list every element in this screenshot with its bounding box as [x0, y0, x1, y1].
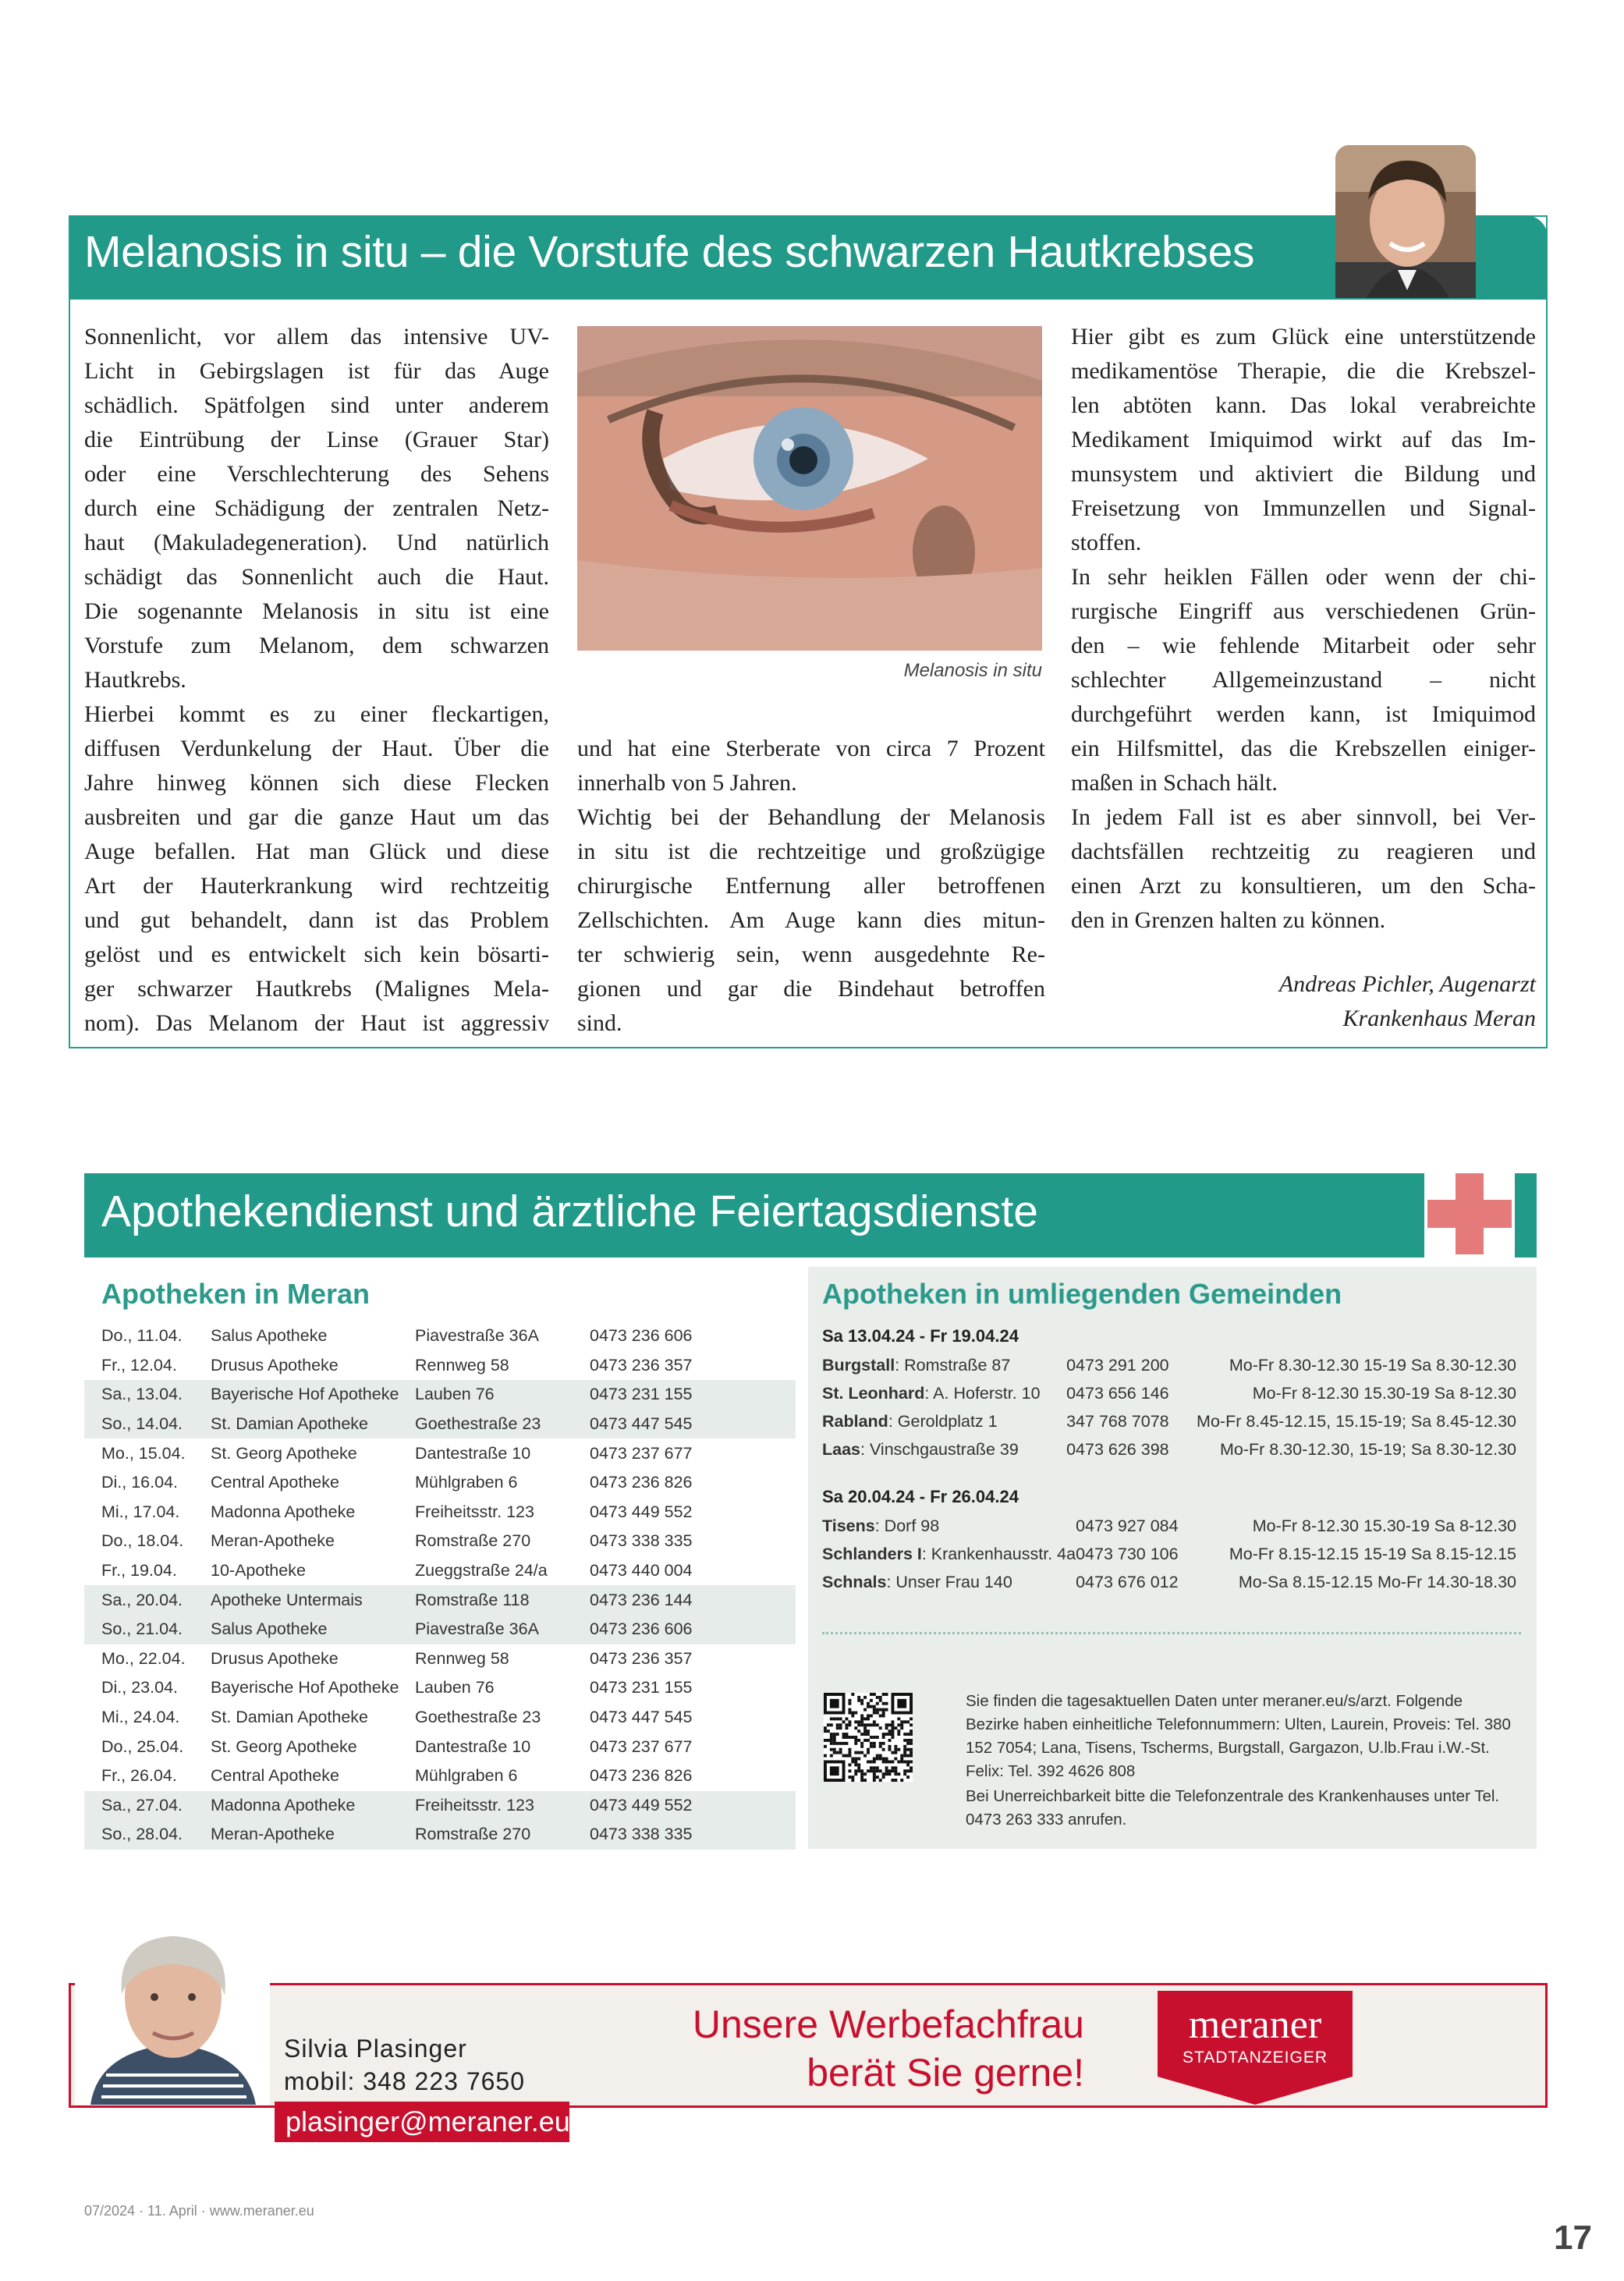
- table-row: [822, 1540, 1516, 1568]
- text-line: durch eine Schädigung der zentralen Netz-: [84, 495, 549, 521]
- text-line: schlechter Allgemeinzustand – nicht: [1071, 667, 1536, 693]
- text-line: ausbreiten und gar die ganze Haut um das: [84, 804, 549, 830]
- date-cell: Mi., 24.04.: [101, 1708, 180, 1727]
- footer-issue-info: 07/2024 · 11. April · www.meraner.eu: [84, 2203, 314, 2219]
- ad-person-photo: [75, 1919, 270, 2105]
- hours-cell: Mo-Fr 8.30-12.30 15-19 Sa 8.30-12.30: [1229, 1355, 1516, 1375]
- date-cell: Fr., 12.04.: [101, 1355, 177, 1375]
- phone-cell: 0473 236 606: [590, 1326, 693, 1346]
- text-line: Jahre hinweg können sich diese Flecken: [84, 770, 549, 796]
- address: : Dorf 98: [874, 1516, 940, 1535]
- hours-cell: Mo-Fr 8.45-12.15, 15.15-19; Sa 8.45-12.30: [1197, 1411, 1516, 1431]
- signature-name: Andreas Pichler, Augenarzt: [1278, 971, 1536, 997]
- date-cell: So., 21.04.: [84, 1615, 211, 1644]
- signature-affiliation: Krankenhaus Meran: [1342, 1006, 1536, 1031]
- phone-cell: 0473 236 826: [590, 1766, 693, 1786]
- ad-contact-name: Silvia Plasinger: [284, 2034, 467, 2063]
- text-line: medikamentöse Therapie, die die Krebszel-: [1071, 358, 1536, 384]
- town-address-cell: [822, 1435, 1066, 1463]
- text-line: Auge befallen. Hat man Glück und diese: [84, 839, 549, 864]
- phone-cell: 0473 237 677: [590, 1443, 693, 1463]
- table-row: [84, 1585, 796, 1615]
- phone-cell: 0473 338 335: [590, 1531, 693, 1551]
- article-column-2: [577, 732, 1045, 1041]
- address-cell: Mühlgraben 6: [415, 1766, 518, 1786]
- table-row: [84, 1351, 796, 1381]
- phone-cell: 0473 237 677: [590, 1736, 693, 1756]
- text-line: die Eintrübung der Linse (Grauer Star): [84, 427, 549, 452]
- pharmacy-cross-icon: [1424, 1170, 1515, 1258]
- address-cell: Freiheitsstr. 123: [415, 1791, 590, 1821]
- info-text: Sie finden die tagesaktuellen Daten unter meraner.eu/s/arzt. Folgende Bezirke haben einheitliche Telefonnummern: Ulten, Laurein, Proveis: Tel. 380 152 7054; Lana, Tisens, Tscherms, Burgstall, Gargazon, U.lb.Frau i.W.-St. Felix: Tel. 392 4626 808: [966, 1692, 1511, 1780]
- date-cell: So., 14.04.: [84, 1410, 211, 1439]
- image-caption: Melanosis in situ: [903, 660, 1042, 681]
- phone-cell: 0473 236 357: [590, 1355, 693, 1375]
- week-label: Sa 20.04.24 - Fr 26.04.24: [822, 1487, 1019, 1506]
- pharmacy-name-cell: Bayerische Hof Apotheke: [211, 1380, 415, 1410]
- date-cell: Fr., 26.04.: [101, 1766, 177, 1786]
- meran-heading: Apotheken in Meran: [101, 1278, 371, 1310]
- address-cell: Romstraße 270: [415, 1820, 590, 1850]
- address-cell: Lauben 76: [415, 1380, 590, 1410]
- author-photo: [1335, 145, 1476, 298]
- text-line: innerhalb von 5 Jahren.: [577, 770, 797, 796]
- address-cell: Rennweg 58: [415, 1355, 509, 1375]
- text-line: In sehr heiklen Fällen oder wenn der chi-: [1071, 564, 1536, 590]
- town-address-cell: [822, 1379, 1066, 1407]
- text-line: schädigt das Sonnenlicht auch die Haut.: [84, 564, 549, 590]
- address-cell: Goethestraße 23: [415, 1410, 590, 1439]
- table-row: [84, 1644, 796, 1674]
- text-line: oder eine Verschlechterung des Sehens: [84, 461, 549, 487]
- table-row: [84, 1410, 796, 1439]
- text-line: schädlich. Spätfolgen sind unter anderem: [84, 392, 549, 418]
- hours-cell: Mo-Fr 8.30-12.30, 15-19; Sa 8.30-12.30: [1219, 1439, 1516, 1459]
- phone-cell: 0473 440 004: [590, 1561, 693, 1580]
- pharmacy-name-cell: Salus Apotheke: [211, 1326, 328, 1346]
- pharmacy-name-cell: Apotheke Untermais: [211, 1585, 415, 1615]
- town-address-cell: [822, 1407, 1066, 1435]
- table-row: [84, 1820, 796, 1850]
- text-line: Freisetzung von Immunzellen und Signal-: [1071, 495, 1536, 521]
- text-line: ter schwierig sein, wenn ausgedehnte Re-: [577, 942, 1045, 967]
- date-cell: Sa., 13.04.: [84, 1380, 211, 1410]
- text-line: len abtöten kann. Das lokal verabreichte: [1071, 392, 1536, 418]
- author-signature: [1071, 967, 1536, 1036]
- table-row: [822, 1512, 1516, 1540]
- ad-contact-phone[interactable]: mobil: 348 223 7650: [284, 2067, 525, 2095]
- pharmacy-name-cell: St. Georg Apotheke: [211, 1736, 357, 1756]
- address-cell: Romstraße 270: [415, 1531, 531, 1551]
- pharmacy-name-cell: St. Georg Apotheke: [211, 1443, 357, 1463]
- date-cell: Do., 18.04.: [101, 1531, 184, 1551]
- table-row: [822, 1568, 1516, 1596]
- text-line: Licht in Gebirgslagen ist für das Auge: [84, 358, 549, 384]
- eye-photo: [577, 326, 1042, 651]
- phone-cell: 0473 236 357: [590, 1648, 693, 1668]
- table-row: [84, 1791, 796, 1821]
- date-cell: Sa., 27.04.: [84, 1791, 211, 1821]
- address-cell: Goethestraße 23: [415, 1708, 541, 1727]
- text-line: durchgeführt werden kann, ist Imiquimod: [1071, 701, 1536, 727]
- phone-cell: 0473 730 106: [1076, 1544, 1179, 1563]
- text-line: Zellschichten. Am Auge kann dies mitun-: [577, 907, 1045, 933]
- text-line: diffusen Verdunkelung der Haut. Über die: [84, 736, 549, 761]
- pharmacy-title: Apothekendienst und ärztliche Feiertagsdienste: [101, 1187, 1038, 1236]
- address: : Romstraße 87: [895, 1355, 1011, 1375]
- phone-cell: 0473 231 155: [590, 1380, 796, 1410]
- address-cell: Piavestraße 36A: [415, 1326, 539, 1346]
- address: : Unser Frau 140: [886, 1572, 1012, 1591]
- date-cell: Di., 23.04.: [101, 1678, 178, 1697]
- address-cell: Piavestraße 36A: [415, 1615, 590, 1644]
- date-cell: Do., 11.04.: [101, 1326, 183, 1346]
- phone-cell: 0473 236 606: [590, 1615, 796, 1644]
- phone-cell: 0473 291 200: [1066, 1355, 1169, 1375]
- date-cell: Sa., 20.04.: [84, 1585, 211, 1615]
- town-name: Schlanders I: [822, 1544, 922, 1563]
- ad-contact-email[interactable]: plasinger@meraner.eu: [275, 2102, 569, 2142]
- hours-cell: Mo-Fr 8.15-12.15 15-19 Sa 8.15-12.15: [1229, 1544, 1516, 1563]
- date-cell: Di., 16.04.: [101, 1473, 178, 1492]
- text-line: in situ ist die rechtzeitige und großzügige: [577, 839, 1045, 864]
- date-cell: Fr., 19.04.: [101, 1561, 177, 1580]
- region-week2-table: [822, 1512, 1516, 1596]
- text-line: sind.: [577, 1010, 622, 1036]
- text-line: den – wie fehlende Mitarbeit oder sehr: [1071, 633, 1536, 658]
- text-line: den in Grenzen halten zu können.: [1071, 907, 1386, 933]
- pharmacy-name-cell: Bayerische Hof Apotheke: [211, 1678, 399, 1697]
- text-line: ger schwarzer Hautkrebs (Malignes Mela-: [84, 976, 549, 1002]
- address: : Vinschgaustraße 39: [860, 1439, 1019, 1459]
- town-address-cell: [822, 1351, 1066, 1379]
- text-line: ein Hilfsmittel, das die Krebszellen einiger-: [1071, 736, 1536, 761]
- phone-cell: 0473 447 545: [590, 1708, 693, 1727]
- pharmacy-name-cell: Madonna Apotheke: [211, 1502, 356, 1521]
- text-line: In jedem Fall ist es aber sinnvoll, bei Ver-: [1071, 804, 1536, 830]
- pharmacy-name-cell: Central Apotheke: [211, 1473, 339, 1492]
- pharmacy-name-cell: Drusus Apotheke: [211, 1648, 339, 1668]
- town-name: Laas: [822, 1439, 861, 1459]
- phone-cell: 0473 449 552: [590, 1791, 796, 1821]
- text-line: Sonnenlicht, vor allem das intensive UV-: [84, 324, 549, 349]
- town-name: Tisens: [822, 1516, 875, 1535]
- address: : A. Hoferstr. 10: [924, 1383, 1041, 1403]
- text-line: Medikament Imiquimod wirkt auf das Im-: [1071, 427, 1536, 452]
- table-row: [822, 1407, 1516, 1435]
- text-line: chirurgische Entfernung aller betroffenen: [577, 873, 1045, 899]
- phone-cell: 0473 927 084: [1076, 1516, 1179, 1535]
- phone-cell: 0473 231 155: [590, 1678, 693, 1697]
- pharmacy-name-cell: Central Apotheke: [211, 1766, 339, 1786]
- town-address-cell: [822, 1540, 1076, 1568]
- region-heading: Apotheken in umliegenden Gemeinden: [822, 1278, 1342, 1310]
- phone-cell: 0473 447 545: [590, 1410, 796, 1439]
- phone-cell: 0473 236 144: [590, 1585, 796, 1615]
- date-cell: Mo., 22.04.: [101, 1648, 186, 1668]
- table-row: [84, 1498, 796, 1527]
- text-line: dachtsfällen rechtzeitig zu reagieren und: [1071, 839, 1536, 864]
- address-cell: Mühlgraben 6: [415, 1473, 518, 1492]
- pharmacy-name-cell: Meran-Apotheke: [211, 1820, 415, 1850]
- table-row: [84, 1321, 796, 1351]
- table-row: [84, 1615, 796, 1644]
- address-cell: Freiheitsstr. 123: [415, 1502, 534, 1521]
- town-address-cell: [822, 1568, 1076, 1596]
- meran-pharmacy-table: [84, 1321, 796, 1850]
- table-row: [84, 1703, 796, 1733]
- table-row: [84, 1527, 796, 1556]
- dotted-divider: [822, 1632, 1521, 1634]
- info-text-emergency: Bei Unerreichbarkeit bitte die Telefonzentrale des Krankenhauses unter Tel. 0473 263 333 anrufen.: [966, 1787, 1500, 1829]
- logo-subtitle: STADTANZEIGER: [1182, 2049, 1328, 2066]
- table-row: [84, 1673, 796, 1703]
- address-cell: Zueggstraße 24/a: [415, 1561, 548, 1580]
- region-week1-table: [822, 1351, 1516, 1463]
- table-row: [84, 1380, 796, 1410]
- town-address-cell: [822, 1512, 1076, 1540]
- phone-cell: 0473 676 012: [1076, 1572, 1179, 1591]
- address-cell: Dantestraße 10: [415, 1736, 531, 1756]
- phone-cell: 347 768 7078: [1066, 1411, 1169, 1431]
- phone-cell: 0473 449 552: [590, 1502, 693, 1521]
- text-line: Die sogenannte Melanosis in situ ist eine: [84, 598, 549, 624]
- table-row: [84, 1438, 796, 1468]
- table-row: [84, 1468, 796, 1498]
- table-row: [84, 1732, 796, 1761]
- text-line: einen Arzt zu konsultieren, um den Scha-: [1071, 873, 1536, 899]
- text-line: Art der Hauterkrankung wird rechtzeitig: [84, 873, 549, 899]
- date-cell: So., 28.04.: [84, 1820, 211, 1850]
- phone-cell: 0473 626 398: [1066, 1439, 1169, 1459]
- ad-slogan-line-2: berät Sie gerne!: [807, 2051, 1084, 2095]
- phone-cell: 0473 656 146: [1066, 1383, 1169, 1403]
- qr-code-icon[interactable]: [824, 1693, 913, 1782]
- text-line: und gut behandelt, dann ist das Problem: [84, 907, 549, 933]
- page-number: 17: [1554, 2219, 1592, 2257]
- pharmacy-name-cell: 10-Apotheke: [211, 1561, 306, 1580]
- table-row: [84, 1556, 796, 1586]
- text-line: gionen und gar die Bindehaut betroffen: [577, 976, 1045, 1002]
- text-line: Wichtig bei der Behandlung der Melanosis: [577, 804, 1045, 830]
- text-line: maßen in Schach hält.: [1071, 770, 1278, 796]
- pharmacy-name-cell: Salus Apotheke: [211, 1615, 415, 1644]
- town-name: St. Leonhard: [822, 1383, 925, 1403]
- pharmacy-name-cell: Meran-Apotheke: [211, 1531, 335, 1551]
- pharmacy-name-cell: St. Damian Apotheke: [211, 1410, 415, 1439]
- table-row: [822, 1379, 1516, 1407]
- text-line: haut (Makuladegeneration). Und natürlich: [84, 530, 549, 555]
- logo-wordmark: meraner: [1188, 2003, 1322, 2047]
- text-line: nom). Das Melanom der Haut ist aggressiv: [84, 1010, 549, 1036]
- date-cell: Do., 25.04.: [101, 1736, 184, 1756]
- text-line: rurgische Eingriff aus verschiedenen Grün-: [1071, 598, 1536, 624]
- town-name: Schnals: [822, 1572, 887, 1591]
- table-row: [822, 1351, 1516, 1379]
- text-line: Vorstufe zum Melanom, dem schwarzen: [84, 633, 549, 658]
- ad-slogan-line-1: Unsere Werbefachfrau: [692, 2003, 1084, 2046]
- text-line: und hat eine Sterberate von circa 7 Prozent: [577, 736, 1045, 761]
- table-row: [822, 1435, 1516, 1463]
- town-name: Rabland: [822, 1411, 888, 1431]
- table-row: [84, 1761, 796, 1791]
- hours-cell: Mo-Sa 8.15-12.15 Mo-Fr 14.30-18.30: [1238, 1572, 1516, 1591]
- address-cell: Rennweg 58: [415, 1648, 509, 1668]
- address: : Geroldplatz 1: [888, 1411, 998, 1431]
- address: : Krankenhausstr. 4a: [921, 1544, 1076, 1563]
- town-name: Burgstall: [822, 1355, 895, 1375]
- article-column-3: [1071, 320, 1536, 938]
- pharmacy-name-cell: Drusus Apotheke: [211, 1355, 339, 1375]
- week-label: Sa 13.04.24 - Fr 19.04.24: [822, 1326, 1019, 1346]
- hours-cell: Mo-Fr 8-12.30 15.30-19 Sa 8-12.30: [1252, 1516, 1516, 1535]
- address-cell: Dantestraße 10: [415, 1443, 531, 1463]
- phone-cell: 0473 236 826: [590, 1473, 693, 1492]
- text-line: gelöst und es entwickelt sich kein bösarti-: [84, 942, 549, 967]
- address-cell: Romstraße 118: [415, 1585, 590, 1615]
- address-cell: Lauben 76: [415, 1678, 495, 1697]
- phone-cell: 0473 338 335: [590, 1820, 796, 1850]
- text-line: stoffen.: [1071, 530, 1142, 555]
- text-line: Hier gibt es zum Glück eine unterstützende: [1071, 324, 1536, 349]
- text-line: Hautkrebs.: [84, 667, 186, 693]
- date-cell: Mi., 17.04.: [101, 1502, 180, 1521]
- article-column-1: [84, 320, 549, 1041]
- hours-cell: Mo-Fr 8-12.30 15.30-19 Sa 8-12.30: [1252, 1383, 1516, 1403]
- pharmacy-name-cell: Madonna Apotheke: [211, 1791, 415, 1821]
- date-cell: Mo., 15.04.: [101, 1443, 186, 1463]
- article-title: Melanosis in situ – die Vorstufe des schwarzen Hautkrebses: [84, 227, 1255, 277]
- text-line: Hierbei kommt es zu einer fleckartigen,: [84, 701, 549, 727]
- pharmacy-name-cell: St. Damian Apotheke: [211, 1708, 368, 1727]
- text-line: munsystem und aktiviert die Bildung und: [1071, 461, 1536, 487]
